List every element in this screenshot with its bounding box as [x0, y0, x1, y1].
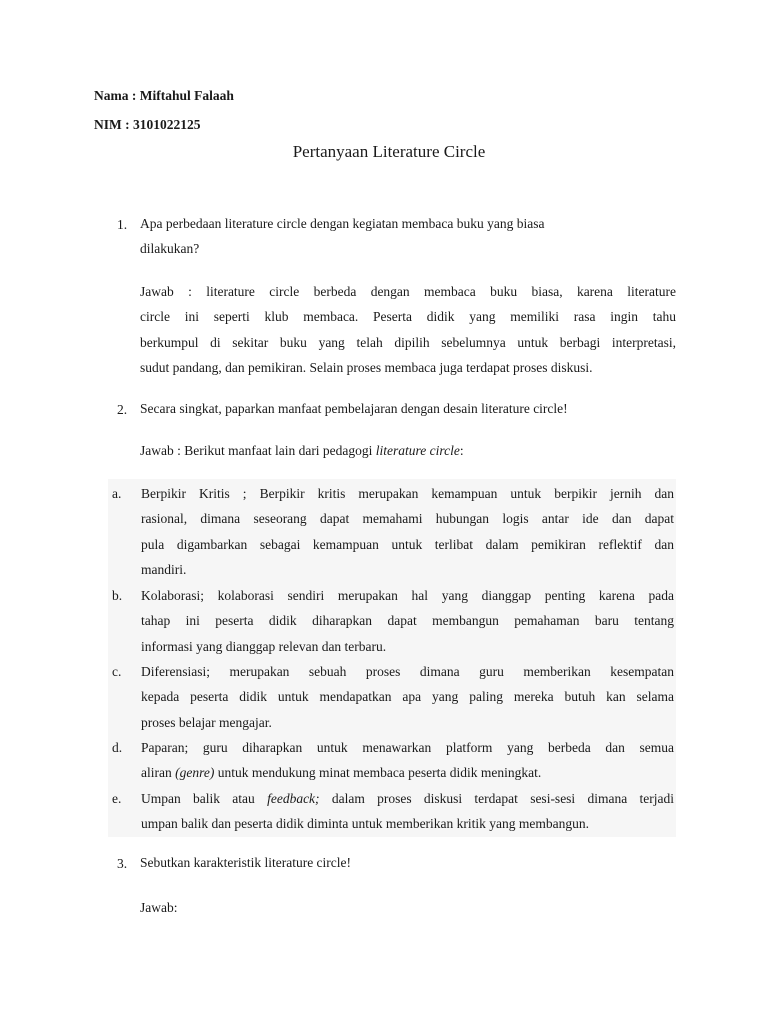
benefit-e-feedback-italic: feedback; [267, 791, 320, 806]
answer-2-intro-suffix: : [459, 443, 464, 458]
student-nim: NIM : 3101022125 [94, 117, 201, 132]
benefit-c-line: proses belajar mengajar. [141, 714, 272, 730]
benefit-d-line: Paparan; guru diharapkan untuk menawarkan platform yang berbeda dan semua [141, 740, 674, 755]
benefit-a-line: rasional, dimana seseorang dapat memahami hubungan logis antar ide dan dapat [141, 511, 674, 527]
answer-1-line: circle ini seperti klub membaca. Peserta didik yang memiliki rasa ingin tahu [140, 309, 676, 325]
answer-1-line: berkumpul di sekitar buku yang telah dipilih sebelumnya untuk berbagi interpretasi, [140, 334, 676, 350]
question-1-line: Apa perbedaan literature circle dengan kegiatan membaca buku yang biasa [140, 216, 545, 231]
answer-1 [140, 279, 676, 380]
benefit-d-genre-italic: (genre) [175, 765, 215, 781]
benefit-d-label: d. [112, 740, 123, 755]
benefit-a-label: a. [112, 486, 122, 501]
benefit-c-line: Diferensiasi; merupakan sebuah proses dimana guru memberikan kesempatan [141, 664, 674, 679]
benefit-e-text [141, 786, 674, 837]
answer-2-intro-italic: literature circle [375, 443, 460, 458]
benefit-e-line [141, 786, 674, 811]
benefit-a-line: pula digambarkan sebagai kemampuan untuk terlibat dalam pemikiran reflektif dan [141, 536, 674, 552]
benefit-d-line [141, 760, 674, 785]
student-name: Nama : Miftahul Falaah [94, 88, 234, 103]
question-1-number: 1. [117, 217, 128, 232]
answer-2-intro [140, 439, 676, 464]
benefit-e-label: e. [112, 791, 122, 806]
benefit-b-label: b. [112, 588, 123, 603]
benefit-e-line: umpan balik dan peserta didik diminta untuk memberikan kritik yang membangun. [141, 816, 590, 832]
benefit-d-line2-prefix: aliran [141, 765, 176, 781]
answer-3: Jawab: [140, 900, 178, 915]
benefit-b-text [141, 583, 674, 659]
question-2-text: Secara singkat, paparkan manfaat pembelajaran dengan desain literature circle! [140, 401, 568, 416]
question-2-number: 2. [117, 402, 128, 417]
benefit-a-text [141, 481, 674, 583]
benefit-c-label: c. [112, 664, 122, 679]
answer-1-line: Jawab : literature circle berbeda dengan membaca buku biasa, karena literature [140, 284, 676, 299]
benefit-a-line: Berpikir Kritis ; Berpikir kritis merupakan kemampuan untuk berpikir jernih dan [141, 486, 674, 501]
benefit-c-line: kepada peserta didik untuk mendapatkan apa yang paling mereka butuh kan selama [141, 689, 674, 705]
benefit-b-line: Kolaborasi; kolaborasi sendiri merupakan hal yang dianggap penting karena pada [141, 588, 674, 603]
answer-2-intro-prefix: Jawab : Berikut manfaat lain dari pedagogi [140, 443, 376, 458]
benefit-b-line: tahap ini peserta didik diharapkan dapat membangun pemahaman baru tentang [141, 613, 674, 629]
answer-1-line: sudut pandang, dan pemikiran. Selain proses membaca juga terdapat proses diskusi. [140, 359, 593, 375]
document-title: Pertanyaan Literature Circle [292, 142, 486, 161]
question-1-line: dilakukan? [140, 240, 200, 256]
question-3-text: Sebutkan karakteristik literature circle! [140, 855, 352, 870]
benefit-a-line: mandiri. [141, 562, 187, 578]
question-1-text [140, 212, 676, 261]
question-3-number: 3. [117, 856, 128, 871]
benefit-e-line1-suffix: dalam proses diskusi terdapat sesi-sesi dimana terjadi [319, 791, 674, 806]
benefit-b-line: informasi yang dianggap relevan dan terbaru. [141, 638, 387, 654]
benefit-d-text [141, 735, 674, 786]
benefit-d-line2-suffix: untuk mendukung minat membaca peserta didik meningkat. [214, 765, 542, 781]
benefit-e-line1-prefix: Umpan balik atau [141, 791, 268, 806]
benefit-c-text [141, 659, 674, 735]
